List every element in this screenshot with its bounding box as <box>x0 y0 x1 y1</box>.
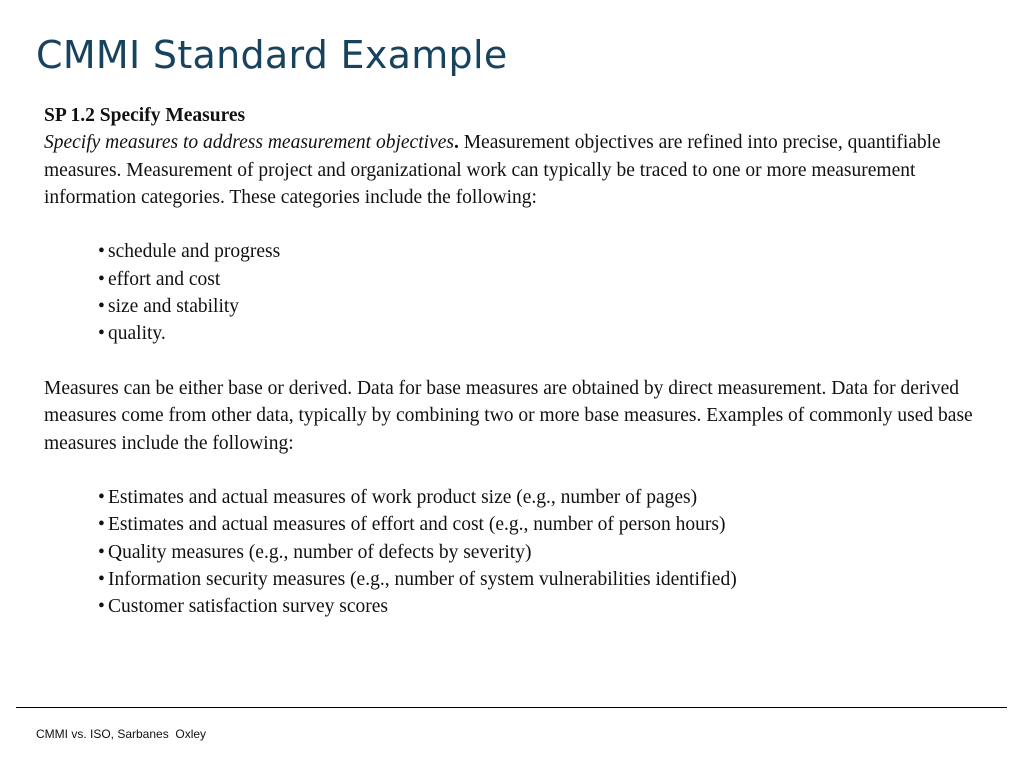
measures-paragraph: Measures can be either base or derived. Data for base measures are obtained by direct measurement. Data for derived measures come from other data, typically by combining two or more base measures. Examples of commonly used base measures include the following: <box>44 377 973 454</box>
spacer <box>44 348 1004 375</box>
footer-divider <box>16 707 1007 708</box>
bullet-icon: • <box>98 569 105 591</box>
list-item <box>98 320 1004 347</box>
list-item-text: Estimates and actual measures of work product size (e.g., number of pages) <box>108 487 698 509</box>
list-item <box>98 238 1004 265</box>
bullet-icon: • <box>98 296 105 318</box>
bullet-icon: • <box>98 514 105 536</box>
slide-title: CMMI Standard Example <box>36 33 508 77</box>
list-item-text: Information security measures (e.g., number of system vulnerabilities identified) <box>108 569 737 591</box>
list-item <box>98 566 1004 593</box>
bullet-icon: • <box>98 541 105 563</box>
list-item <box>98 293 1004 320</box>
bullet-icon: • <box>98 596 105 618</box>
bullet-icon: • <box>98 241 105 263</box>
list-item-text: effort and cost <box>108 268 221 290</box>
list-item-text: Estimates and actual measures of effort and cost (e.g., number of person hours) <box>108 514 726 536</box>
intro-emphasis: Specify measures to address measurement objectives <box>44 132 454 154</box>
intro-text: Measurement objectives are refined into precise, quantifiable measures. Measurement of project and organizational work can typically be traced to one or more measurement information categories. These categories include the following: <box>44 132 941 208</box>
slide-body <box>44 102 1004 621</box>
list-item-text: quality. <box>108 323 166 345</box>
footer-text: CMMI vs. ISO, Sarbanes Oxley <box>36 727 207 741</box>
list-item-text: Quality measures (e.g., number of defects by severity) <box>108 541 532 563</box>
list-item <box>98 593 1004 620</box>
list-item-text: size and stability <box>108 296 240 318</box>
list-item-text: schedule and progress <box>108 241 281 263</box>
list-item-text: Customer satisfaction survey scores <box>108 596 388 618</box>
intro-paragraph <box>44 129 1004 211</box>
bullet-icon: • <box>98 323 105 345</box>
bullet-icon: • <box>98 268 105 290</box>
base-measures-list <box>44 484 1004 620</box>
list-item <box>98 266 1004 293</box>
spacer <box>44 211 1004 238</box>
list-item <box>98 484 1004 511</box>
category-list <box>44 238 1004 347</box>
list-item <box>98 539 1004 566</box>
spacer <box>44 457 1004 484</box>
section-heading: SP 1.2 Specify Measures <box>44 105 246 126</box>
intro-emphasis-period: . <box>453 132 459 154</box>
bullet-icon: • <box>98 487 105 509</box>
list-item <box>98 511 1004 538</box>
